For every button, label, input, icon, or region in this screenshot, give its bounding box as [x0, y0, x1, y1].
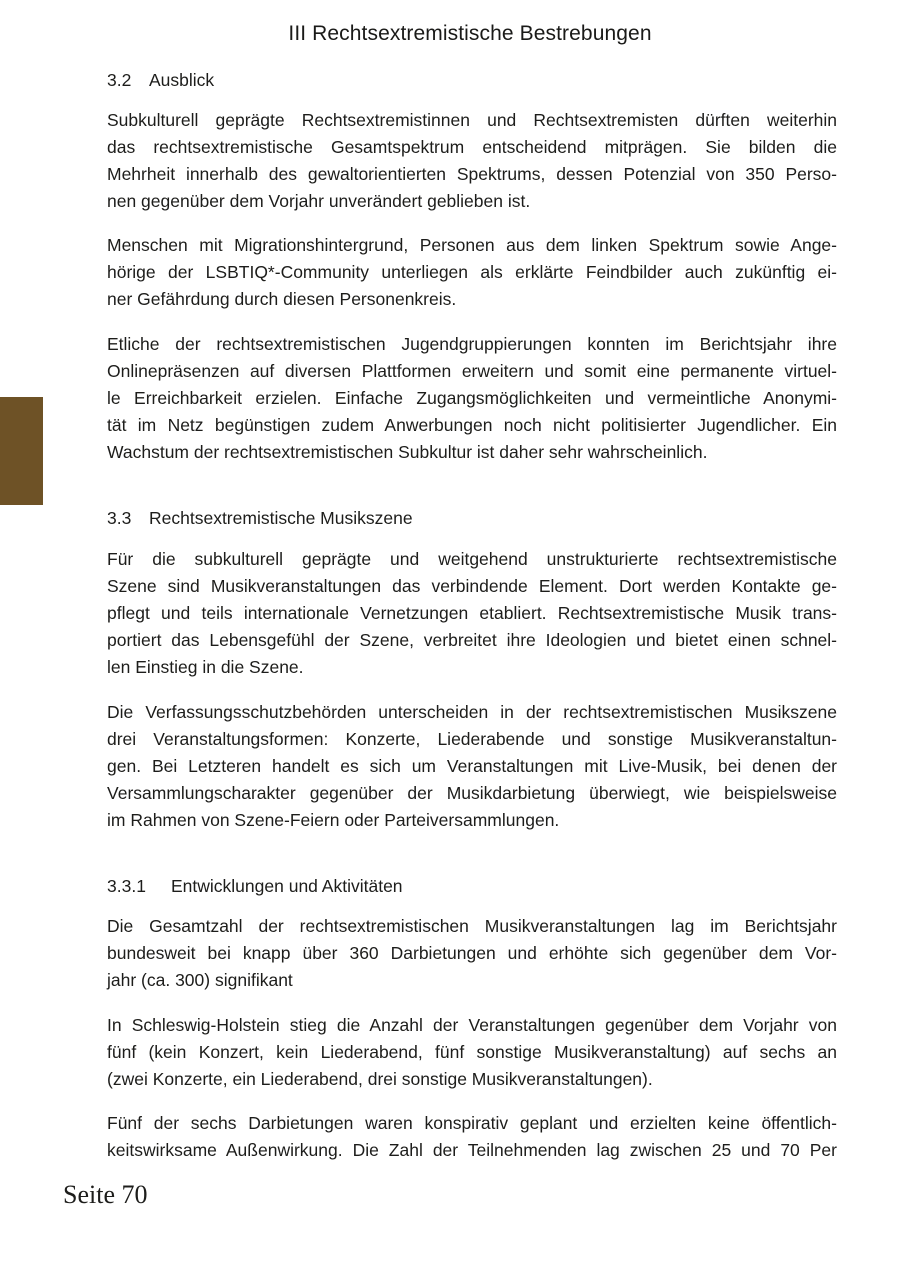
text-line: Szene sind Musikveranstaltungen das verbindende Element. Dort werden Kontakte ge-	[107, 576, 837, 596]
text-line: Onlinepräsenzen auf diversen Plattformen erweitern und somit eine permanente virtuel-	[107, 361, 837, 381]
text-line: jahr (ca. 300) signifikant	[107, 970, 293, 990]
text-line: nen gegenüber dem Vorjahr unverändert geblieben ist.	[107, 191, 531, 211]
text-line: Fünf der sechs Darbietungen waren konspirativ geplant und erzielten keine öffentlich-	[107, 1113, 837, 1133]
text-line: hörige der LSBTIQ*-Community unterliegen als erklärte Feindbilder auch zukünftig ei-	[107, 262, 837, 282]
text-line: In Schleswig-Holstein stieg die Anzahl der Veranstaltungen gegenüber dem Vorjahr von	[107, 1015, 837, 1035]
text-line: Wachstum der rechtsextremistischen Subkultur ist daher sehr wahrscheinlich.	[107, 442, 708, 462]
text-line: Subkulturell geprägte Rechtsextremistinnen und Rechtsextremisten dürften weiterhin	[107, 110, 837, 130]
text-line: pflegt und teils internationale Vernetzungen etabliert. Rechtsextremistische Musik trans-	[107, 603, 837, 623]
section-number: 3.3.1	[107, 876, 146, 896]
text-line: ner Gefährdung durch diesen Personenkreis.	[107, 289, 457, 309]
text-line: das rechtsextremistische Gesamtspektrum entscheidend mitprägen. Sie bilden die	[107, 137, 837, 157]
section-number: 3.2	[107, 70, 132, 90]
paragraph-entwicklungen-1	[107, 913, 837, 994]
paragraph-musikszene-1	[107, 546, 837, 681]
text-line: Menschen mit Migrationshintergrund, Personen aus dem linken Spektrum sowie Ange-	[107, 235, 837, 255]
text-line: bundesweit bei knapp über 360 Darbietungen und erhöhte sich gegenüber dem Vor-	[107, 943, 837, 963]
text-line: (zwei Konzerte, ein Liederabend, drei sonstige Musikveranstaltungen).	[107, 1069, 653, 1089]
text-line: gen. Bei Letzteren handelt es sich um Veranstaltungen mit Live-Musik, bei denen der	[107, 756, 837, 776]
paragraph-entwicklungen-3	[107, 1110, 837, 1164]
text-line: le Erreichbarkeit erzielen. Einfache Zugangsmöglichkeiten und vermeintliche Anonymi-	[107, 388, 837, 408]
text-line: Mehrheit innerhalb des gewaltorientierten Spektrums, dessen Potenzial von 350 Perso-	[107, 164, 837, 184]
text-line: Für die subkulturell geprägte und weitgehend unstrukturierte rechtsextremistische	[107, 549, 837, 569]
section-title: Ausblick	[149, 70, 215, 90]
text-line: im Rahmen von Szene-Feiern oder Parteiversammlungen.	[107, 810, 560, 830]
text-line: portiert das Lebensgefühl der Szene, verbreitet ihre Ideologien und bietet einen schnel-	[107, 630, 837, 650]
paragraph-ausblick-1	[107, 107, 837, 215]
text-line: len Einstieg in die Szene.	[107, 657, 304, 677]
section-title: Rechtsextremistische Musikszene	[149, 508, 413, 528]
section-title: Entwicklungen und Aktivitäten	[171, 876, 403, 896]
page-number: Seite 70	[63, 1180, 148, 1209]
text-line: keitswirksame Außenwirkung. Die Zahl der Teilnehmenden lag zwischen 25 und 70 Per	[107, 1140, 837, 1160]
section-number: 3.3	[107, 508, 132, 528]
paragraph-entwicklungen-2	[107, 1012, 837, 1093]
text-line: Die Verfassungsschutzbehörden unterscheiden in der rechtsextremistischen Musikszene	[107, 702, 837, 722]
section-heading-3-3-1	[107, 876, 403, 897]
chapter-title: III Rechtsextremistische Bestrebungen	[288, 22, 652, 45]
text-line: tät im Netz begünstigen zudem Anwerbungen noch nicht politisierter Jugendlicher. Ein	[107, 415, 837, 435]
chapter-color-tab	[0, 397, 43, 505]
text-line: Etliche der rechtsextremistischen Jugendgruppierungen konnten im Berichtsjahr ihre	[107, 334, 837, 354]
text-line: fünf (kein Konzert, kein Liederabend, fünf sonstige Musikveranstaltung) auf sechs an	[107, 1042, 837, 1062]
section-heading-3-3	[107, 508, 413, 529]
section-heading-3-2	[107, 70, 214, 91]
text-line: drei Veranstaltungsformen: Konzerte, Liederabende und sonstige Musikveranstaltun-	[107, 729, 837, 749]
text-line: Die Gesamtzahl der rechtsextremistischen Musikveranstaltungen lag im Berichtsjahr	[107, 916, 837, 936]
paragraph-musikszene-2	[107, 699, 837, 834]
paragraph-ausblick-3	[107, 331, 837, 466]
text-line: Versammlungscharakter gegenüber der Musikdarbietung überwiegt, wie beispielsweise	[107, 783, 837, 803]
paragraph-ausblick-2	[107, 232, 837, 313]
